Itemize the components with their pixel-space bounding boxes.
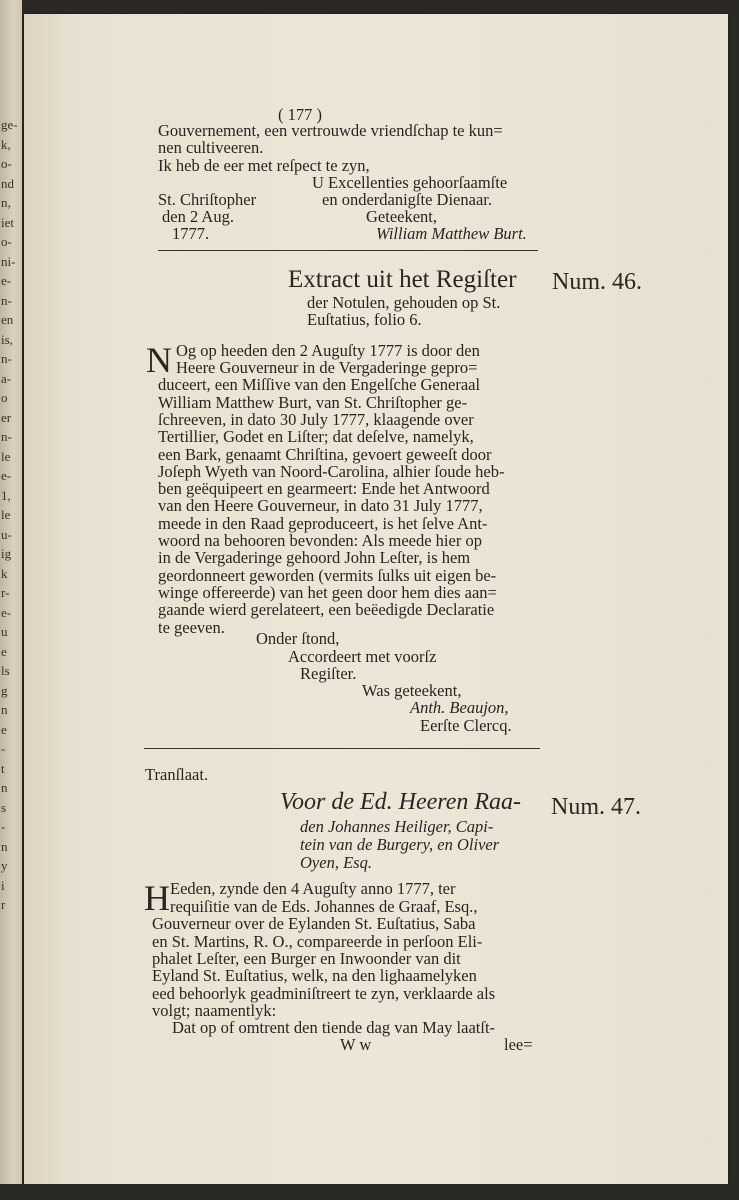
facing-page-fragment: s bbox=[1, 799, 7, 815]
body-line: en St. Martins, R. O., compareerde in perſoon Eli- bbox=[152, 931, 483, 951]
facing-page-fragment: ge- bbox=[1, 117, 18, 132]
facing-page-fragment: - bbox=[1, 741, 6, 756]
body-line: gaande wierd gerelateert, een beëedigde Declaratie bbox=[158, 600, 495, 620]
register-label: Regiſter. bbox=[300, 664, 357, 683]
signer-title: Eerſte Clercq. bbox=[420, 716, 512, 735]
facing-page-fragment: r bbox=[1, 897, 6, 912]
facing-page-fragment: ig bbox=[1, 546, 12, 561]
section-subheading: den Johannes Heiliger, Capi- bbox=[300, 817, 494, 836]
facing-page-fragment: e bbox=[1, 643, 7, 659]
facing-page-fragment: r- bbox=[1, 585, 10, 600]
divider bbox=[158, 250, 538, 251]
drop-cap: N bbox=[146, 340, 172, 380]
facing-page-fragment: e bbox=[1, 721, 7, 737]
body-line: requiſitie van de Eds. Johannes de Graaf, Esq., bbox=[170, 897, 478, 916]
was-geteekent: Was geteekent, bbox=[362, 681, 462, 700]
section-number: Num. 46. bbox=[552, 269, 642, 295]
document-page bbox=[24, 14, 728, 1184]
body-line: van den Heere Gouverneur, in dato 31 July 1777, bbox=[158, 496, 483, 516]
signature-mark: W w bbox=[340, 1035, 372, 1054]
body-line: volgt; naamentlyk: bbox=[152, 1000, 277, 1020]
facing-page-fragment: iet bbox=[1, 214, 14, 230]
section-subheading: tein van de Burgery, en Oliver bbox=[300, 835, 500, 854]
section-heading: Extract uit het Regiſter bbox=[288, 266, 517, 293]
facing-page-fragment: e- bbox=[1, 468, 12, 483]
scan-background bbox=[0, 1184, 739, 1200]
section-subheading: Oyen, Esq. bbox=[300, 853, 372, 872]
body-line: phalet Leſter, een Burger en Inwoonder van dit bbox=[152, 948, 461, 968]
body-line: geordonneert geworden (vermits ſulks uit eigen be- bbox=[158, 565, 497, 585]
facing-page-fragment: ni- bbox=[1, 253, 16, 269]
facing-page-fragment: nd bbox=[1, 175, 14, 191]
closing-date: den 2 Aug. bbox=[162, 207, 234, 226]
facing-page-fragment: is, bbox=[1, 331, 13, 347]
letter-line: Ik heb de eer met reſpect te zyn, bbox=[158, 156, 370, 175]
facing-page-fragment: 1, bbox=[1, 487, 11, 503]
body-line: William Matthew Burt, van St. Chriſtopher ge- bbox=[158, 392, 468, 412]
catchword: lee= bbox=[504, 1035, 533, 1054]
body-line: Eyland St. Euſtatius, welk, na den lighaamelyken bbox=[152, 966, 477, 986]
facing-page-fragment: er bbox=[1, 409, 12, 425]
facing-page-fragment: o- bbox=[1, 156, 12, 171]
body-line: Eeden, zynde den 4 Auguſty anno 1777, ter bbox=[170, 879, 456, 898]
facing-page-edge bbox=[0, 0, 22, 1200]
facing-page-fragment: - bbox=[1, 819, 6, 834]
facing-page-fragment: n bbox=[1, 702, 8, 717]
facing-page-fragment: g bbox=[1, 682, 8, 698]
letter-line: nen cultiveeren. bbox=[158, 138, 264, 157]
body-line: Joſeph Wyeth van Noord-Carolina, alhier ſoude heb- bbox=[158, 461, 505, 481]
facing-page-fragment: k, bbox=[1, 136, 11, 152]
section-heading: Voor de Ed. Heeren Raa- bbox=[280, 789, 522, 815]
facing-page-fragment: o bbox=[1, 390, 8, 405]
facing-page-fragment: n, bbox=[1, 195, 11, 210]
body-line: Gouverneur over de Eylanden St. Euſtatius, Saba bbox=[152, 914, 476, 934]
accordeert: Accordeert met voorſz bbox=[288, 647, 437, 666]
facing-page-fragment: n bbox=[1, 780, 8, 795]
body-line: winge offereerde) van het geen door hem dies aan= bbox=[158, 582, 497, 602]
body-line: duceert, een Miſſive van den Engelſche Generaal bbox=[158, 375, 481, 395]
section-number: Num. 47. bbox=[551, 794, 641, 820]
facing-page-fragment: n- bbox=[1, 351, 12, 366]
body-line: woord na behooren bevonden: Als meede hier op bbox=[158, 531, 482, 550]
body-line: ſchreeven, in dato 30 July 1777, klaagende over bbox=[158, 409, 474, 429]
closing-place: St. Chriſtopher bbox=[158, 190, 257, 209]
facing-page-fragment: e- bbox=[1, 273, 12, 288]
facing-page-fragment: y bbox=[1, 858, 8, 873]
letter-line: Gouvernement, een vertrouwde vriendſchap te kun= bbox=[158, 121, 503, 140]
page-number: ( 177 ) bbox=[278, 105, 322, 124]
closing-year: 1777. bbox=[172, 224, 210, 243]
drop-cap: H bbox=[144, 878, 170, 918]
facing-page-fragment: n bbox=[1, 838, 8, 854]
facing-page-fragment: a- bbox=[1, 370, 12, 386]
body-line: Tertillier, Godet en Liſter; dat deſelve, namelyk, bbox=[158, 427, 474, 447]
body-line: Heere Gouverneur in de Vergaderinge gepro= bbox=[176, 358, 478, 377]
translaat-label: Tranſlaat. bbox=[145, 765, 209, 784]
body-line: meede in den Raad geproduceert, is het ſelve Ant- bbox=[158, 513, 488, 533]
body-line: in de Vergaderinge gehoord John Leſter, is hem bbox=[158, 548, 471, 568]
body-line: te geeven. bbox=[158, 617, 225, 637]
facing-page-fragment: u- bbox=[1, 526, 12, 542]
body-line: een Bark, genaamt Chriſtina, gevoert geweeſt door bbox=[158, 444, 492, 464]
facing-page-fragment: u bbox=[1, 624, 8, 639]
facing-page-fragment: e- bbox=[1, 604, 12, 620]
facing-page-fragment: le bbox=[1, 448, 11, 464]
section-subheading: Euſtatius, folio 6. bbox=[307, 310, 422, 329]
facing-page-fragment: ls bbox=[1, 663, 10, 678]
body-line: ben geëquipeert en gearmeert: Ende het Antwoord bbox=[158, 479, 490, 499]
facing-page-fragment: k bbox=[1, 565, 8, 581]
body-line: eed behoorlyk geadminiſtreert te zyn, verklaarde als bbox=[152, 983, 496, 1003]
facing-page-fragment: o- bbox=[1, 234, 12, 249]
signer-name: Anth. Beaujon, bbox=[410, 698, 509, 717]
divider bbox=[144, 748, 540, 749]
facing-page-fragment: n- bbox=[1, 292, 12, 308]
closing-right-3: Geteekent, bbox=[366, 207, 438, 226]
facing-page-fragment: en bbox=[1, 312, 14, 327]
facing-page-fragment: n- bbox=[1, 429, 12, 444]
section-subheading: der Notulen, gehouden op St. bbox=[307, 293, 501, 312]
facing-page-fragment: i bbox=[1, 877, 5, 893]
signature: William Matthew Burt. bbox=[376, 224, 527, 243]
closing-right-1: U Excellenties gehoorſaamſte bbox=[312, 173, 508, 192]
facing-page-fragment: le bbox=[1, 507, 11, 522]
body-line: Dat op of omtrent den tiende dag van May laatſt- bbox=[172, 1018, 496, 1038]
facing-page-fragment: t bbox=[1, 760, 5, 776]
closing-right-2: en onderdanigſte Dienaar. bbox=[322, 190, 492, 209]
body-line: Og op heeden den 2 Auguſty 1777 is door den bbox=[176, 341, 480, 360]
onder-stond: Onder ſtond, bbox=[256, 629, 340, 648]
